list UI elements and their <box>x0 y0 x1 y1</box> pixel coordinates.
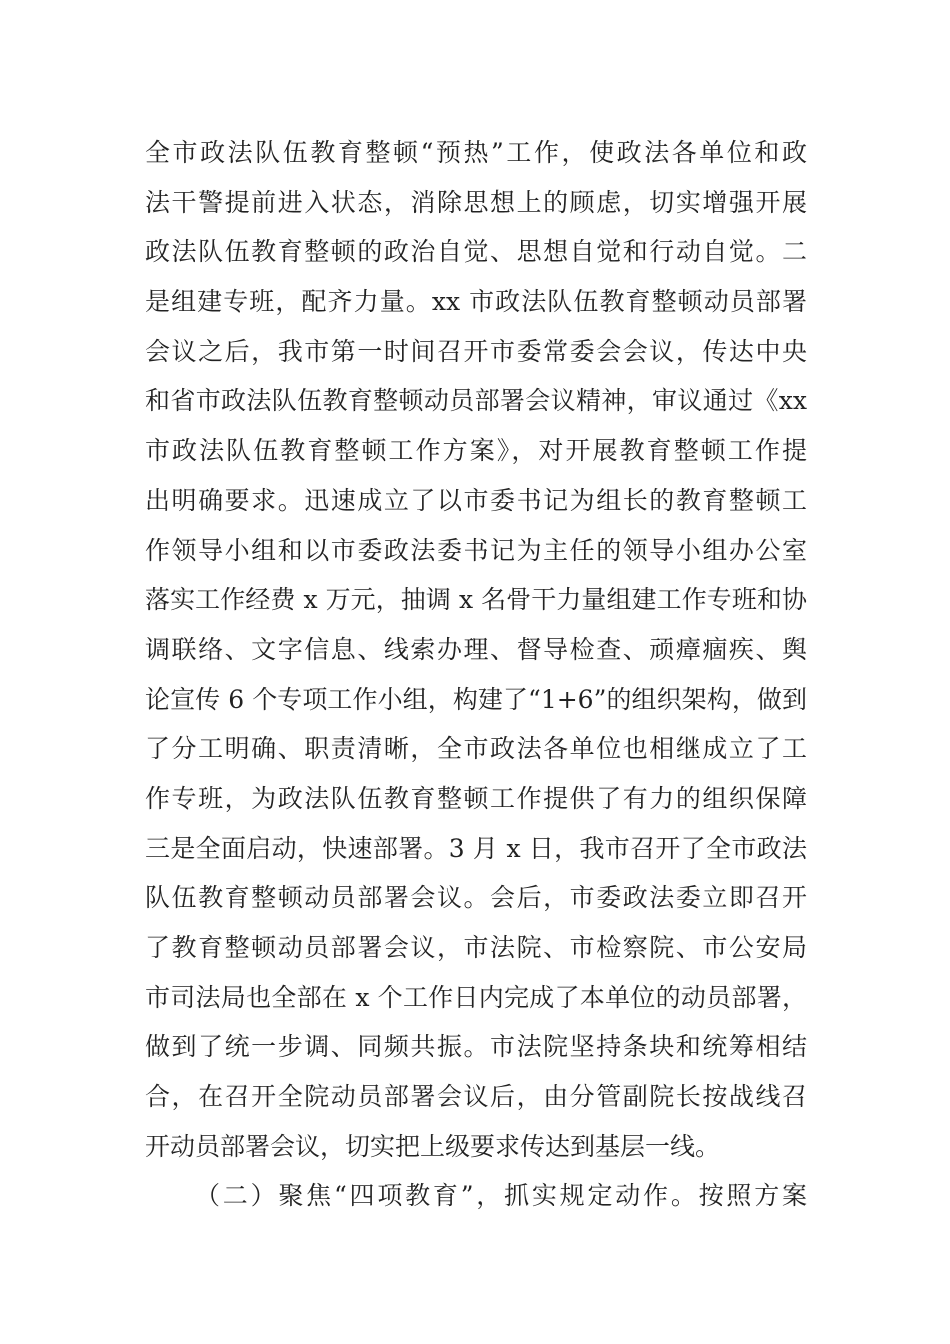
text-line: 作专班，为政法队伍教育整顿工作提供了有力的组织保障 <box>145 783 807 813</box>
text-line: 政法队伍教育整顿的政治自觉、思想自觉和行动自觉。二 <box>145 237 807 267</box>
text-line: 做到了统一步调、同频共振。市法院坚持条块和统筹相结 <box>145 1032 807 1062</box>
text-line: 是组建专班，配齐力量。xx 市政法队伍教育整顿动员部署 <box>145 287 807 317</box>
text-line: 作领导小组和以市委政法委书记为主任的领导小组办公室 <box>145 535 807 565</box>
text-line: 队伍教育整顿动员部署会议。会后，市委政法委立即召开 <box>145 883 807 913</box>
text-line: 会议之后，我市第一时间召开市委常委会会议，传达中央 <box>145 336 807 366</box>
text-line: 合，在召开全院动员部署会议后，由分管副院长按战线召 <box>145 1082 807 1112</box>
text-line: 调联络、文字信息、线索办理、督导检查、顽瘴痼疾、舆 <box>145 634 807 664</box>
text-line: 论宣传 6 个专项工作小组，构建了“1+6”的组织架构，做到 <box>145 684 807 714</box>
text-line: 落实工作经费 x 万元，抽调 x 名骨干力量组建工作专班和协 <box>145 585 807 615</box>
text-line: 出明确要求。迅速成立了以市委书记为组长的教育整顿工 <box>145 485 807 515</box>
text-line: 开动员部署会议，切实把上级要求传达到基层一线。 <box>145 1131 721 1161</box>
text-line: 了教育整顿动员部署会议，市法院、市检察院、市公安局 <box>145 933 807 962</box>
section-heading-line: （二）聚焦“四项教育”，抓实规定动作。按照方案 <box>195 1181 807 1211</box>
body-text <box>145 128 807 1221</box>
text-line: 市政法队伍教育整顿工作方案》，对开展教育整顿工作提 <box>145 436 807 466</box>
text-line: 法干警提前进入状态，消除思想上的顾虑，切实增强开展 <box>145 187 807 217</box>
text-line: 全市政法队伍教育整顿“预热”工作，使政法各单位和政 <box>145 138 807 167</box>
text-line: 市司法局也全部在 x 个工作日内完成了本单位的动员部署， <box>145 982 807 1012</box>
text-line: 了分工明确、职责清晰，全市政法各单位也相继成立了工 <box>145 734 807 764</box>
text-line: 和省市政法队伍教育整顿动员部署会议精神，审议通过《xx <box>145 386 807 416</box>
text-line: 三是全面启动，快速部署。3 月 x 日，我市召开了全市政法 <box>145 833 807 863</box>
